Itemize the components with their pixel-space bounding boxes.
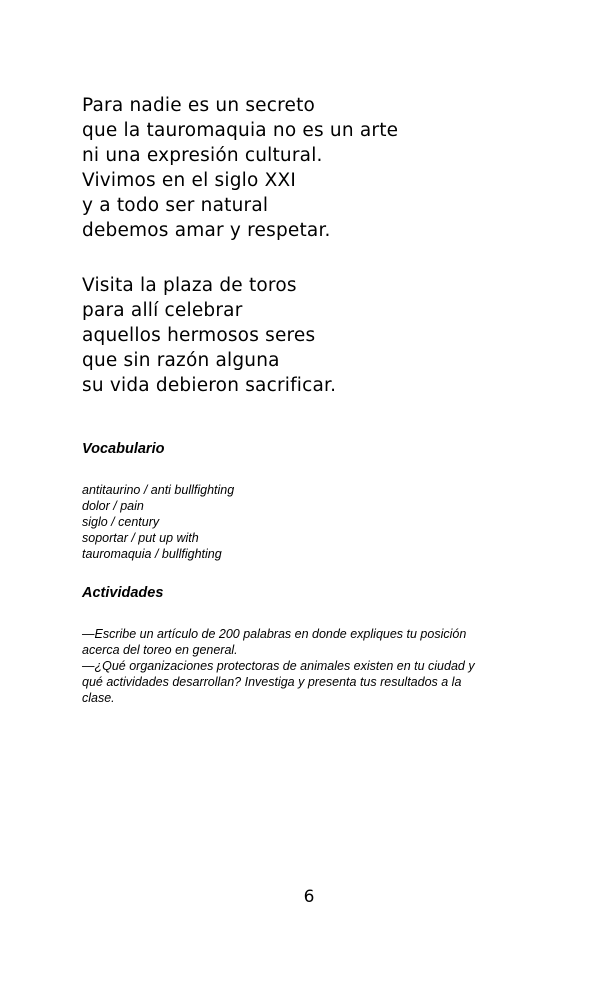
- vocabulary-heading: Vocabulario: [82, 441, 165, 457]
- activity-line: acerca del toreo en general.: [82, 643, 238, 657]
- poem-line: Para nadie es un secreto: [82, 95, 316, 116]
- poem-line: y a todo ser natural: [82, 195, 269, 216]
- activity-line: clase.: [82, 691, 115, 705]
- activity-line: qué actividades desarrollan? Investiga y presenta tus resultados a la: [82, 675, 462, 689]
- page-number: 6: [303, 887, 315, 907]
- activities-text: [82, 626, 532, 706]
- activity-line: —¿Qué organizaciones protectoras de animales existen en tu ciudad y: [82, 659, 475, 673]
- activities-heading: Actividades: [82, 585, 164, 601]
- poem-line: su vida debieron sacrificar.: [82, 375, 337, 396]
- poem-stanza-1: [82, 93, 398, 243]
- poem-line: ni una expresión cultural.: [82, 145, 323, 166]
- poem-line: aquellos hermosos seres: [82, 325, 316, 346]
- vocabulary-item: tauromaquia / bullfighting: [82, 547, 222, 561]
- vocabulary-item: dolor / pain: [82, 499, 144, 513]
- vocabulary-item: soportar / put up with: [82, 531, 199, 545]
- poem-line: Vivimos en el siglo XXI: [82, 170, 296, 191]
- vocabulary-item: antitaurino / anti bullfighting: [82, 483, 235, 497]
- poem-line: Visita la plaza de toros: [82, 275, 297, 296]
- poem-line: que sin razón alguna: [82, 350, 280, 371]
- vocabulary-list: [82, 482, 234, 562]
- poem-line: que la tauromaquia no es un arte: [82, 120, 399, 141]
- activity-line: —Escribe un artículo de 200 palabras en donde expliques tu posición: [82, 627, 467, 641]
- poem-line: para allí celebrar: [82, 300, 243, 321]
- vocabulary-item: siglo / century: [82, 515, 160, 529]
- poem-line: debemos amar y respetar.: [82, 220, 331, 241]
- poem-stanza-2: [82, 273, 336, 398]
